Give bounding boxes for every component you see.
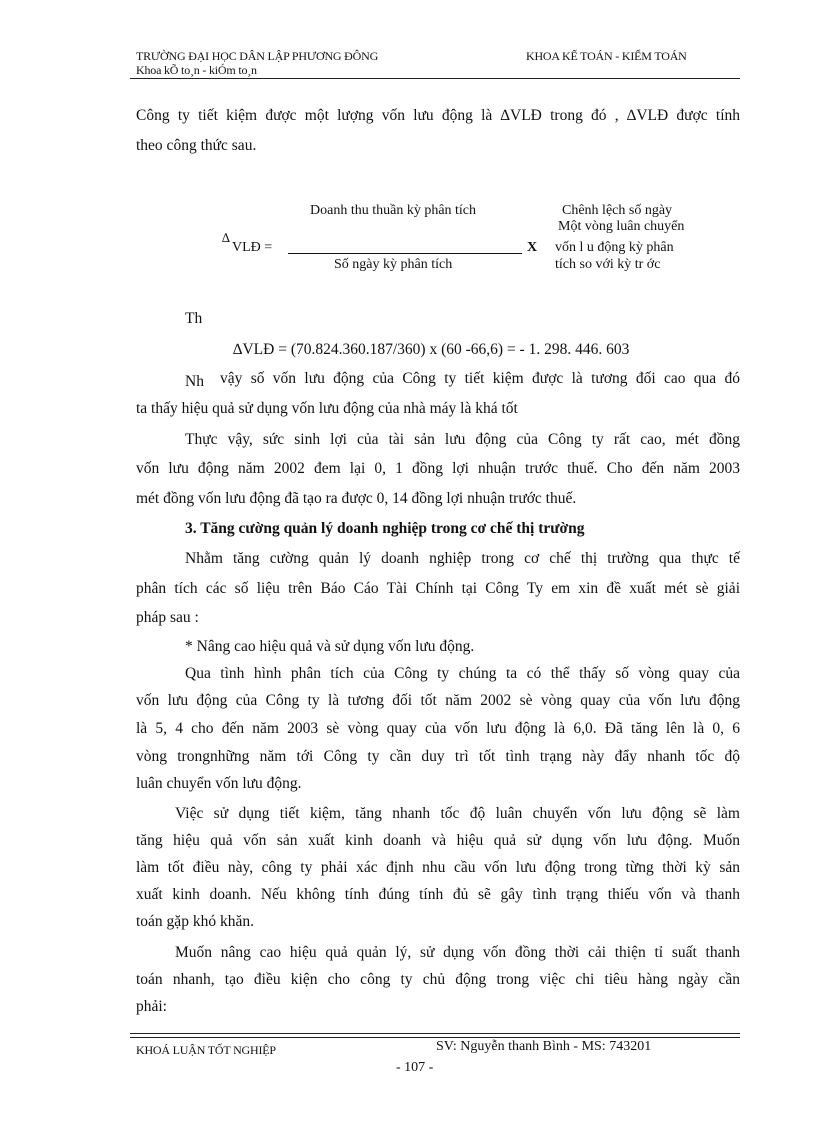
para-qua-1: Qua tình hình phân tích của Công ty chúng ta có thể thấy số vòng quay của bbox=[185, 665, 740, 682]
para-thuc-vay-2: vốn lưu động năm 2002 đem lại 0, 1 đồng lợi nhuận trước thuế. Cho đến năm 2003 bbox=[136, 460, 740, 477]
header-dept-right: KHOA KẾ TOÁN - KIỂM TOÁN bbox=[526, 49, 687, 63]
para-viec-5: toán gặp khó khăn. bbox=[136, 913, 254, 930]
header-dept-left: Khoa kÕ to¸n - kiÓm to¸n bbox=[136, 63, 257, 77]
calculation-line: ∆VLĐ = (70.824.360.187/360) x (60 -66,6) = - 1. 298. 446. 603 bbox=[233, 341, 630, 358]
page-number: - 107 - bbox=[396, 1060, 434, 1075]
para-nham-3: pháp sau : bbox=[136, 609, 199, 626]
para-qua-2: vốn lưu động của Công ty là tương đối tốt năm 2002 sè vòng quay của vốn lưu động bbox=[136, 692, 740, 709]
fraction-bar bbox=[288, 253, 522, 254]
para-qua-3: là 5, 4 cho đến năm 2003 sè vòng quay của vốn lưu động là 6,0. Đã tăng lên là 0, 6 bbox=[136, 720, 740, 737]
para-muon-2: toán nhanh, tạo điều kiện cho công ty chủ động trong việc chi tiêu hàng ngày cần bbox=[136, 971, 740, 988]
formula-right-1: Chênh lệch số ngày bbox=[562, 203, 673, 218]
para-thuc-vay-1: Thực vậy, sức sinh lợi của tài sản lưu động của Công ty rất cao, mét đồng bbox=[185, 431, 740, 448]
footer-rule-bottom bbox=[130, 1037, 740, 1038]
conclusion-line-1: vậy số vốn lưu động của Công ty tiết kiệm được là tương đối cao qua đó bbox=[220, 370, 740, 387]
footer-student: SV: Nguyễn thanh Bình - MS: 743201 bbox=[436, 1039, 652, 1054]
para-qua-4: vòng trongnhững năm tới Công ty cần duy trì tốt tình trạng này đẩy nhanh tốc độ bbox=[136, 748, 740, 765]
formula-times: X bbox=[527, 240, 538, 255]
para-viec-4: xuất kinh doanh. Nếu không tính đúng tính đủ sẽ gây tình trạng thiếu vốn và thanh bbox=[136, 886, 740, 903]
formula-denominator: Số ngày kỳ phân tích bbox=[334, 257, 453, 272]
intro-line-2: theo công thức sau. bbox=[136, 137, 257, 154]
para-viec-1: Việc sử dụng tiết kiệm, tăng nhanh tốc độ luân chuyển vốn lưu động sẽ làm bbox=[175, 805, 740, 822]
formula-numerator: Doanh thu thuần kỳ phân tích bbox=[310, 203, 477, 218]
nh-fragment: Nh bbox=[185, 373, 204, 390]
formula-right-3: vốn l u động kỳ phân bbox=[555, 240, 674, 255]
formula-right-2: Một vòng luân chuyển bbox=[558, 219, 685, 234]
bullet-item: * Nâng cao hiệu quả và sử dụng vốn lưu động. bbox=[185, 638, 475, 655]
para-muon-3: phải: bbox=[136, 998, 167, 1015]
para-nham-1: Nhằm tăng cường quản lý doanh nghiệp trong cơ chế thị trường qua thực tế bbox=[185, 550, 740, 567]
formula-lhs: VLĐ = bbox=[232, 240, 273, 255]
section-heading: 3. Tăng cường quản lý doanh nghiệp trong cơ chế thị trường bbox=[185, 520, 585, 537]
para-thuc-vay-3: mét đồng vốn lưu động đã tạo ra được 0, 14 đồng lợi nhuận trước thuế. bbox=[136, 490, 577, 507]
para-viec-2: tăng hiệu quả vốn sản xuất kinh doanh và hiệu quả sử dụng vốn lưu động. Muốn bbox=[136, 832, 740, 849]
para-nham-2: phân tích các số liệu trên Báo Cáo Tài Chính tại Công Ty em xin đề xuất mét sè giải bbox=[136, 580, 740, 597]
formula-right-4: tích so với kỳ tr ớc bbox=[555, 257, 661, 272]
para-qua-5: luân chuyển vốn lưu động. bbox=[136, 775, 302, 792]
formula-delta: ∆ bbox=[222, 230, 230, 245]
para-muon-1: Muốn nâng cao hiệu quả quản lý, sử dụng vốn đồng thời cải thiện tỉ suất thanh bbox=[175, 944, 740, 961]
conclusion-line-2: ta thấy hiệu quả sử dụng vốn lưu động của nhà máy là khá tốt bbox=[136, 400, 518, 417]
para-viec-3: làm tốt điều này, công ty phải xác định nhu cầu vốn lưu động trong từng thời kỳ sản bbox=[136, 859, 740, 876]
footer-left: KHOÁ LUẬN TỐT NGHIỆP bbox=[136, 1043, 276, 1057]
header-rule bbox=[130, 78, 740, 79]
intro-line-1: Công ty tiết kiệm được một lượng vốn lưu động là ∆VLĐ trong đó , ∆VLĐ được tính bbox=[136, 107, 740, 124]
header-school: TRƯỜNG ĐẠI HỌC DÂN LẬP PHƯƠNG ĐÔNG bbox=[136, 49, 379, 63]
footer-rule-top bbox=[130, 1033, 740, 1034]
th-fragment: Th bbox=[185, 310, 203, 327]
